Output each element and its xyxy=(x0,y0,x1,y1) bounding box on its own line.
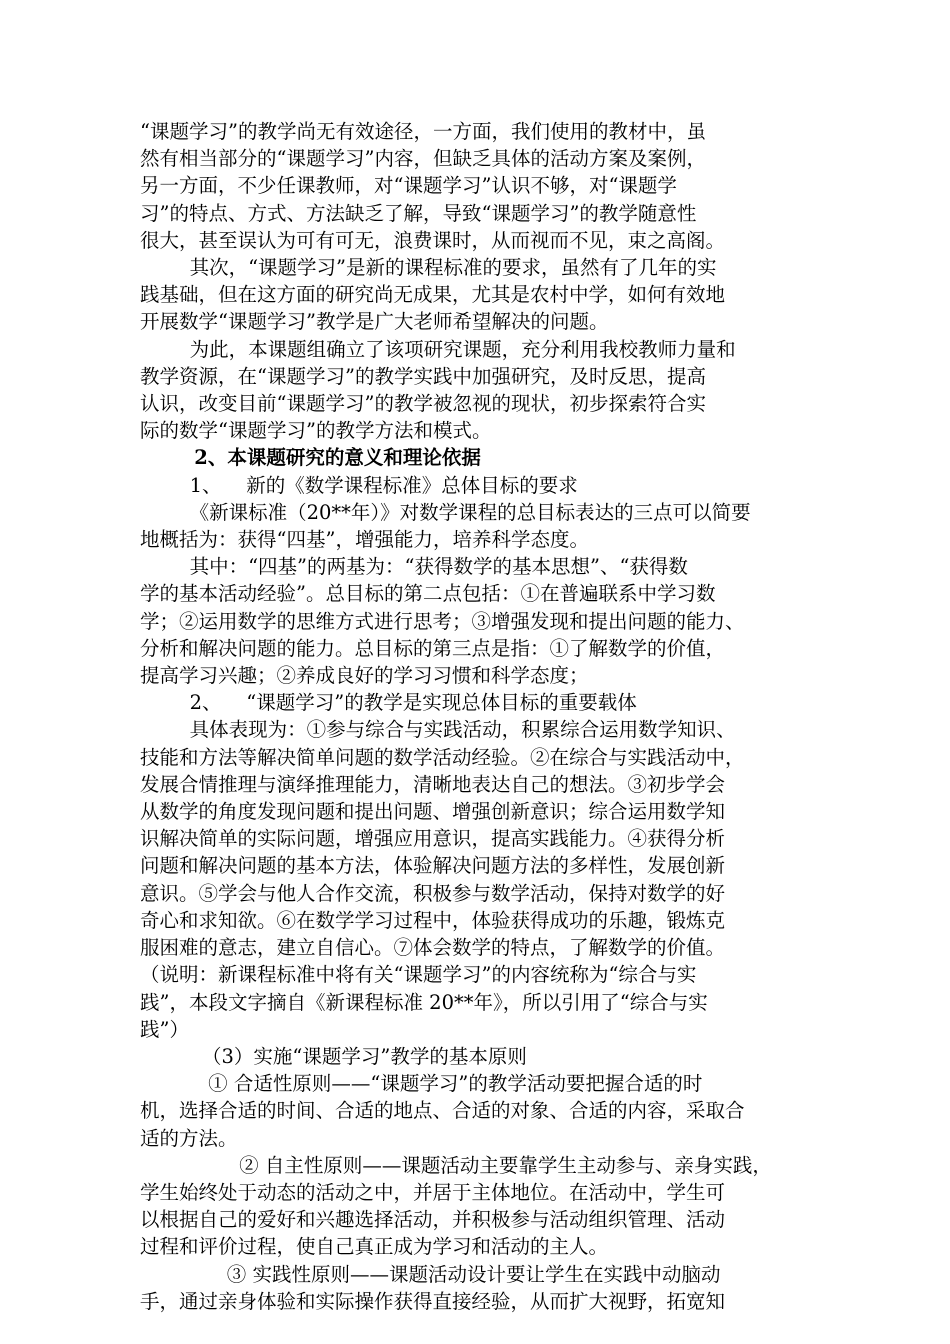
text-line: ② 自主性原则——课题活动主要靠学生主动参与、亲身实践， xyxy=(140,1153,772,1177)
text-line: ③ 实践性原则——课题活动设计要让学生在实践中动脑动 xyxy=(140,1262,721,1286)
text-line: 问题和解决问题的基本方法，体验解决问题方法的多样性，发展创新 xyxy=(140,854,726,878)
text-line: 学；②运用数学的思维方式进行思考；③增强发现和提出问题的能力、 xyxy=(140,609,745,633)
text-line: 以根据自己的爱好和兴趣选择活动，并积极参与活动组织管理、活动 xyxy=(140,1208,726,1232)
paragraph-intro xyxy=(140,118,820,254)
text-line: 分析和解决问题的能力。总目标的第三点是指：①了解数学的价值， xyxy=(140,636,726,660)
text-line: 具体表现为：①参与综合与实践活动，积累综合运用数学知识、 xyxy=(140,718,736,742)
paragraph-new-standard xyxy=(140,499,820,553)
text-line: 际的数学“课题学习”的教学方法和模式。 xyxy=(140,419,492,443)
text-line: 践”，本段文字摘自《新课程标准 20**年》，所以引用了“综合与实 xyxy=(140,990,708,1014)
subheading-1 xyxy=(140,472,820,499)
section-heading xyxy=(140,444,820,471)
text-line: 很大，甚至误认为可有可无，浪费课时，从而视而不见，束之高阁。 xyxy=(140,228,726,252)
principle-practice xyxy=(140,1261,820,1315)
text-line: 服困难的意志，建立自信心。⑦体会数学的特点，了解数学的价值。 xyxy=(140,936,726,960)
text-line: 认识，改变目前“课题学习”的教学被忽视的现状，初步探索符合实 xyxy=(140,392,706,416)
text-line: 其次，“课题学习”是新的课程标准的要求，虽然有了几年的实 xyxy=(140,256,717,280)
paragraph-four-basics xyxy=(140,553,820,689)
paragraph-therefore xyxy=(140,336,820,445)
text-line: 过程和评价过程，使自己真正成为学习和活动的主人。 xyxy=(140,1235,609,1259)
paragraph-secondly xyxy=(140,254,820,336)
paragraph-note xyxy=(140,961,820,1043)
text-line: 学的基本活动经验”。总目标的第二点包括：①在普遍联系中学习数 xyxy=(140,582,716,606)
text-line: 另一方面，不少任课教师，对“课题学习”认识不够，对“课题学 xyxy=(140,174,677,198)
text-line: 手，通过亲身体验和实际操作获得直接经验，从而扩大视野，拓宽知 xyxy=(140,1289,726,1313)
text-line: 发展合情推理与演绎推理能力，清晰地表达自己的想法。③初步学会 xyxy=(140,772,726,796)
text-line: 机，选择合适的时间、合适的地点、合适的对象、合适的内容，采取合 xyxy=(140,1099,745,1123)
text-line: 开展数学“课题学习”教学是广大老师希望解决的问题。 xyxy=(140,310,609,334)
text-line: 奇心和求知欲。⑥在数学学习过程中，体验获得成功的乐趣，锻炼克 xyxy=(140,908,726,932)
text-line: 《新课标准（20**年）》对数学课程的总目标表达的三点可以简要 xyxy=(140,500,751,524)
text-line: 践”） xyxy=(140,1017,189,1041)
text-line: 适的方法。 xyxy=(140,1126,238,1150)
text-line: 2、 “课题学习”的教学是实现总体目标的重要载体 xyxy=(140,691,637,715)
text-line: 意识。⑤学会与他人合作交流，积极参与数学活动，保持对数学的好 xyxy=(140,881,726,905)
text-line: 践基础，但在这方面的研究尚无成果，尤其是农村中学，如何有效地 xyxy=(140,283,726,307)
text-line: 习”的特点、方式、方法缺乏了解，导致“课题学习”的教学随意性 xyxy=(140,201,697,225)
text-line: 技能和方法等解决简单问题的数学活动经验。②在综合与实践活动中， xyxy=(140,745,745,769)
subheading-3 xyxy=(140,1043,820,1070)
text-line: 提高学习兴趣；②养成良好的学习习惯和科学态度； xyxy=(140,664,589,688)
principle-autonomy xyxy=(140,1152,820,1261)
subheading-2 xyxy=(140,689,820,716)
text-line: 1、 新的《数学课程标准》总体目标的要求 xyxy=(140,473,578,497)
text-line: 然有相当部分的“课题学习”内容，但缺乏具体的活动方案及案例， xyxy=(140,147,706,171)
text-line: （3）实施“课题学习”教学的基本原则 xyxy=(140,1044,527,1068)
section-heading-text: 2、本课题研究的意义和理论依据 xyxy=(140,446,481,470)
text-line: 学生始终处于动态的活动之中，并居于主体地位。在活动中，学生可 xyxy=(140,1180,726,1204)
text-line: 从数学的角度发现问题和提出问题、增强创新意识；综合运用数学知 xyxy=(140,800,726,824)
paragraph-manifestations xyxy=(140,716,820,961)
text-line: （说明：新课程标准中将有关“课题学习”的内容统称为“综合与实 xyxy=(140,963,697,987)
text-line: ① 合适性原则——“课题学习”的教学活动要把握合适的时 xyxy=(140,1072,703,1096)
text-line: 地概括为：获得“四基”，增强能力，培养科学态度。 xyxy=(140,528,589,552)
text-line: 教学资源，在“课题学习”的教学实践中加强研究，及时反思，提高 xyxy=(140,364,706,388)
document-page xyxy=(140,118,820,1315)
text-line: 其中：“四基”的两基为：“获得数学的基本思想”、“获得数 xyxy=(140,555,688,579)
principle-suitability xyxy=(140,1070,820,1152)
text-line: 为此，本课题组确立了该项研究课题，充分利用我校教师力量和 xyxy=(140,337,736,361)
text-line: “课题学习”的教学尚无有效途径，一方面，我们使用的教材中，虽 xyxy=(140,120,706,143)
text-line: 识解决简单的实际问题，增强应用意识，提高实践能力。④获得分析 xyxy=(140,827,726,851)
